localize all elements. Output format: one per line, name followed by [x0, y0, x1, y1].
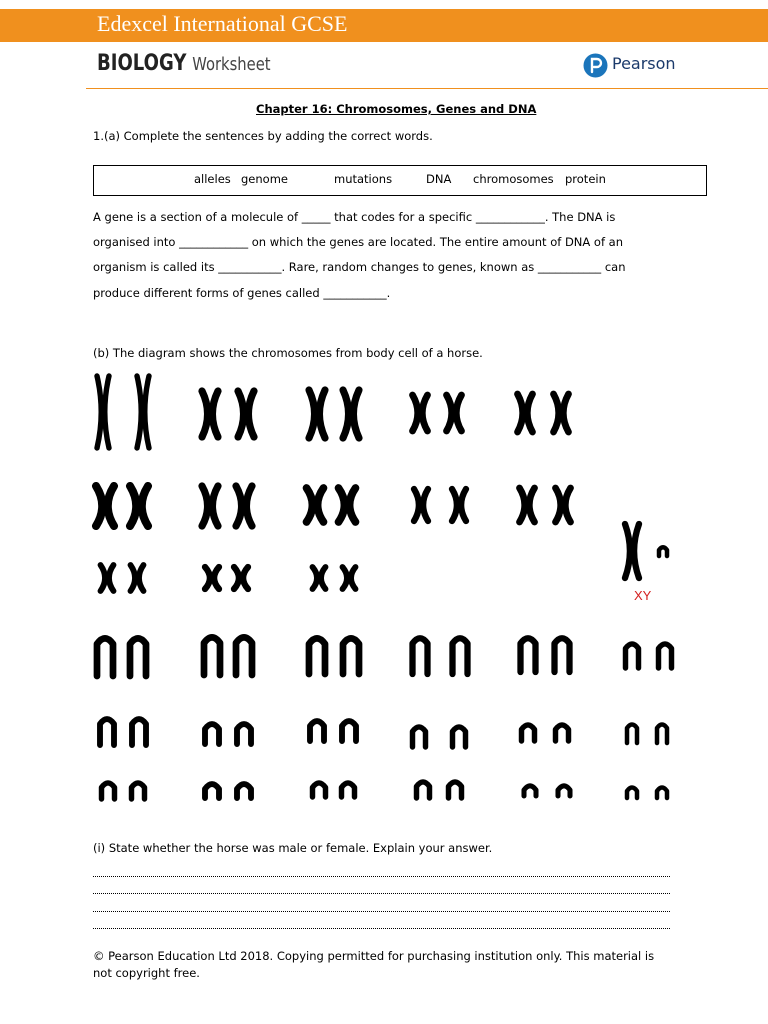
chromosome — [413, 395, 428, 431]
chapter-title: Chapter 16: Chromosomes, Genes and DNA — [256, 102, 537, 116]
banner-title: Edexcel International GCSE — [97, 11, 348, 36]
chromosome — [447, 395, 462, 431]
chromosome — [137, 376, 149, 448]
chromosome — [237, 724, 251, 744]
chromosome — [310, 721, 324, 741]
chromosome — [556, 725, 569, 741]
chromosome — [237, 784, 251, 798]
answer-line[interactable] — [93, 911, 670, 912]
chromosome — [556, 488, 571, 522]
fill-in-line-1: A gene is a section of a molecule of _____ that codes for a specific ____________. The DNA is — [93, 210, 616, 224]
chromosome — [558, 786, 570, 796]
answer-line[interactable] — [93, 876, 670, 877]
chromosome — [522, 725, 535, 741]
chromosome — [413, 727, 426, 747]
chromosome — [101, 565, 114, 591]
chromosome — [449, 782, 462, 798]
copyright-line-1: © Pearson Education Ltd 2018. Copying permitted for purchasing institution only. This material is — [93, 949, 655, 963]
chromosome — [342, 721, 356, 741]
question-1b-prompt: (b) The diagram shows the chromosomes from body cell of a horse. — [93, 346, 483, 360]
chromosome — [659, 644, 672, 668]
subject-name: BIOLOGY — [97, 51, 187, 76]
chromosome — [626, 644, 639, 668]
word-bank-item: alleles — [194, 172, 231, 186]
chromosome — [205, 567, 219, 589]
copyright-line-2: not copyright free. — [93, 966, 200, 980]
chromosome — [342, 783, 355, 797]
chromosome — [130, 486, 148, 526]
chromosome — [97, 376, 109, 448]
header-banner — [0, 9, 768, 42]
chromosome — [313, 783, 326, 797]
chromosome — [234, 567, 248, 589]
chromosome — [521, 638, 536, 672]
chromosome — [524, 786, 536, 796]
header-divider — [86, 88, 768, 89]
horse-karyotype-diagram — [0, 360, 768, 810]
chromosome — [554, 394, 569, 432]
chromosome — [343, 390, 359, 438]
chromosome — [309, 638, 325, 674]
pearson-logo-icon — [583, 53, 608, 78]
chromosome — [96, 486, 114, 526]
chromosome — [202, 391, 218, 437]
chromosome — [452, 489, 466, 521]
chromosome — [236, 637, 252, 675]
chromosome — [339, 488, 356, 522]
chromosome — [518, 394, 533, 432]
chromosome — [205, 724, 219, 744]
word-bank-item: mutations — [334, 172, 393, 186]
fill-in-line-3: organism is called its ___________. Rare, random changes to genes, known as ___________ can — [93, 260, 626, 274]
chromosome — [417, 782, 430, 798]
chromosome — [131, 565, 144, 591]
chromosome — [238, 391, 254, 437]
word-bank-item: DNA — [426, 172, 452, 186]
chromosome — [309, 390, 325, 438]
question-1a-prompt: 1.(a) Complete the sentences by adding the correct words. — [93, 129, 433, 143]
chromosome — [659, 547, 667, 556]
chromosome — [657, 788, 667, 799]
answer-line[interactable] — [93, 893, 670, 894]
chromosome — [97, 638, 113, 676]
chromosome — [453, 638, 468, 674]
word-bank-item: chromosomes — [473, 172, 554, 186]
chromosome — [202, 486, 218, 526]
chromosome — [413, 638, 428, 674]
chromosome — [625, 524, 639, 578]
chromosome — [205, 784, 219, 798]
word-bank — [93, 165, 707, 196]
chromosome — [343, 638, 359, 674]
chromosome — [313, 567, 326, 589]
chromosome — [453, 727, 466, 747]
chromosome — [555, 638, 570, 672]
chromosome — [343, 567, 356, 589]
answer-line[interactable] — [93, 928, 670, 929]
chromosome — [414, 489, 428, 521]
fill-in-line-2: organised into ____________ on which the genes are located. The entire amount of DNA of an — [93, 235, 623, 249]
word-bank-item: genome — [241, 172, 288, 186]
chromosome — [132, 783, 145, 799]
word-bank-item: protein — [565, 172, 606, 186]
chromosome — [520, 488, 535, 522]
publisher-name: Pearson — [612, 54, 676, 73]
chromosome — [204, 637, 220, 675]
chromosome — [627, 788, 637, 799]
question-1bi-prompt: (i) State whether the horse was male or female. Explain your answer. — [93, 841, 493, 855]
chromosome — [100, 719, 114, 745]
fill-in-line-4: produce different forms of genes called ___________. — [93, 286, 391, 300]
chromosome — [130, 638, 146, 676]
chromosome — [236, 486, 252, 526]
sex-chromosome-label: XY — [634, 588, 652, 603]
chromosome — [307, 488, 324, 522]
chromosome — [102, 783, 115, 799]
subject-title — [97, 51, 271, 76]
chromosome — [627, 725, 637, 744]
chromosome — [132, 719, 146, 745]
chromosome — [657, 725, 667, 744]
subject-type: Worksheet — [192, 54, 271, 75]
